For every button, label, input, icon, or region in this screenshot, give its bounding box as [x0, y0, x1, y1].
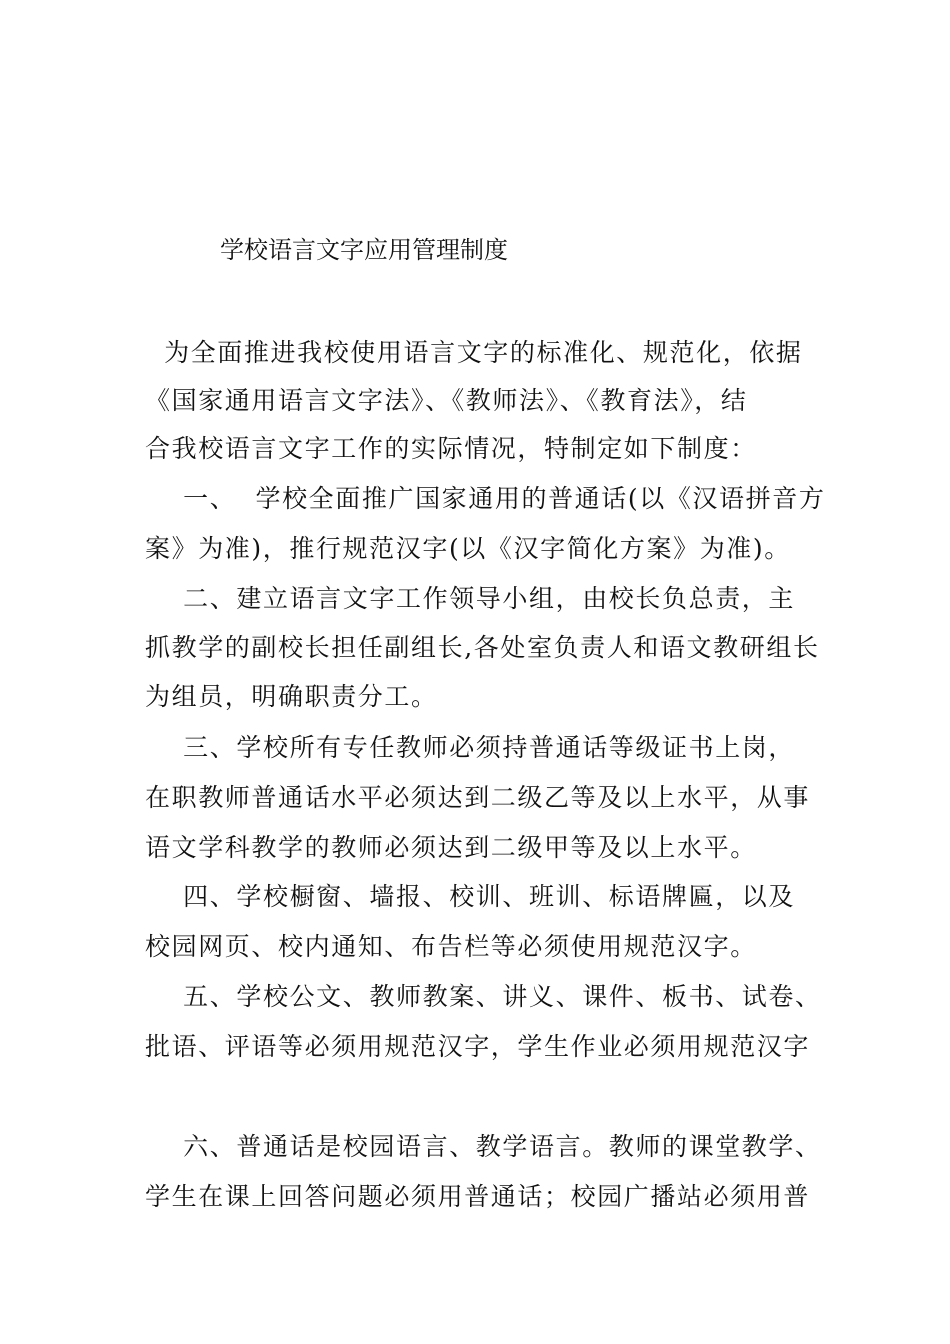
clause-3-line-1: 三、学校所有专任教师必须持普通话等级证书上岗，	[145, 733, 795, 762]
clause-4-line-1: 四、学校橱窗、墙报、校训、班训、标语牌匾，以及	[145, 882, 795, 911]
clause-1-line-1: 一、 学校全面推广国家通用的普通话(以《汉语拼音方	[145, 484, 826, 513]
clause-6-line-1: 六、普通话是校园语言、教学语言。教师的课堂教学、	[145, 1132, 822, 1161]
clause-2-line-2: 抓教学的副校长担任副组长,各处室负责人和语文教研组长	[145, 633, 820, 662]
document-title: 学校语言文字应用管理制度	[220, 236, 508, 264]
clause-3-line-3: 语文学科教学的教师必须达到二级甲等及以上水平。	[145, 833, 757, 862]
intro-line-3: 合我校语言文字工作的实际情况，特制定如下制度：	[145, 434, 757, 463]
clause-4-line-2: 校园网页、校内通知、布告栏等必须使用规范汉字。	[145, 932, 757, 961]
clause-6-line-2: 学生在课上回答问题必须用普通话；校园广播站必须用普	[145, 1182, 811, 1211]
clause-1-line-2: 案》为准)，推行规范汉字(以《汉字简化方案》为准)。	[145, 534, 791, 563]
clause-2-line-1: 二、建立语言文字工作领导小组，由校长负总责，主	[145, 584, 795, 613]
intro-line-1: 为全面推进我校使用语言文字的标准化、规范化，依据	[145, 338, 803, 367]
clause-3-line-2: 在职教师普通话水平必须达到二级乙等及以上水平，从事	[145, 783, 811, 812]
clause-2-line-3: 为组员，明确职责分工。	[145, 682, 438, 711]
clause-5-line-2: 批语、评语等必须用规范汉字，学生作业必须用规范汉字	[145, 1032, 811, 1061]
intro-line-2: 《国家通用语言文字法》、《教师法》、《教育法》，结	[145, 386, 748, 415]
clause-5-line-1: 五、学校公文、教师教案、讲义、课件、板书、试卷、	[145, 982, 822, 1011]
